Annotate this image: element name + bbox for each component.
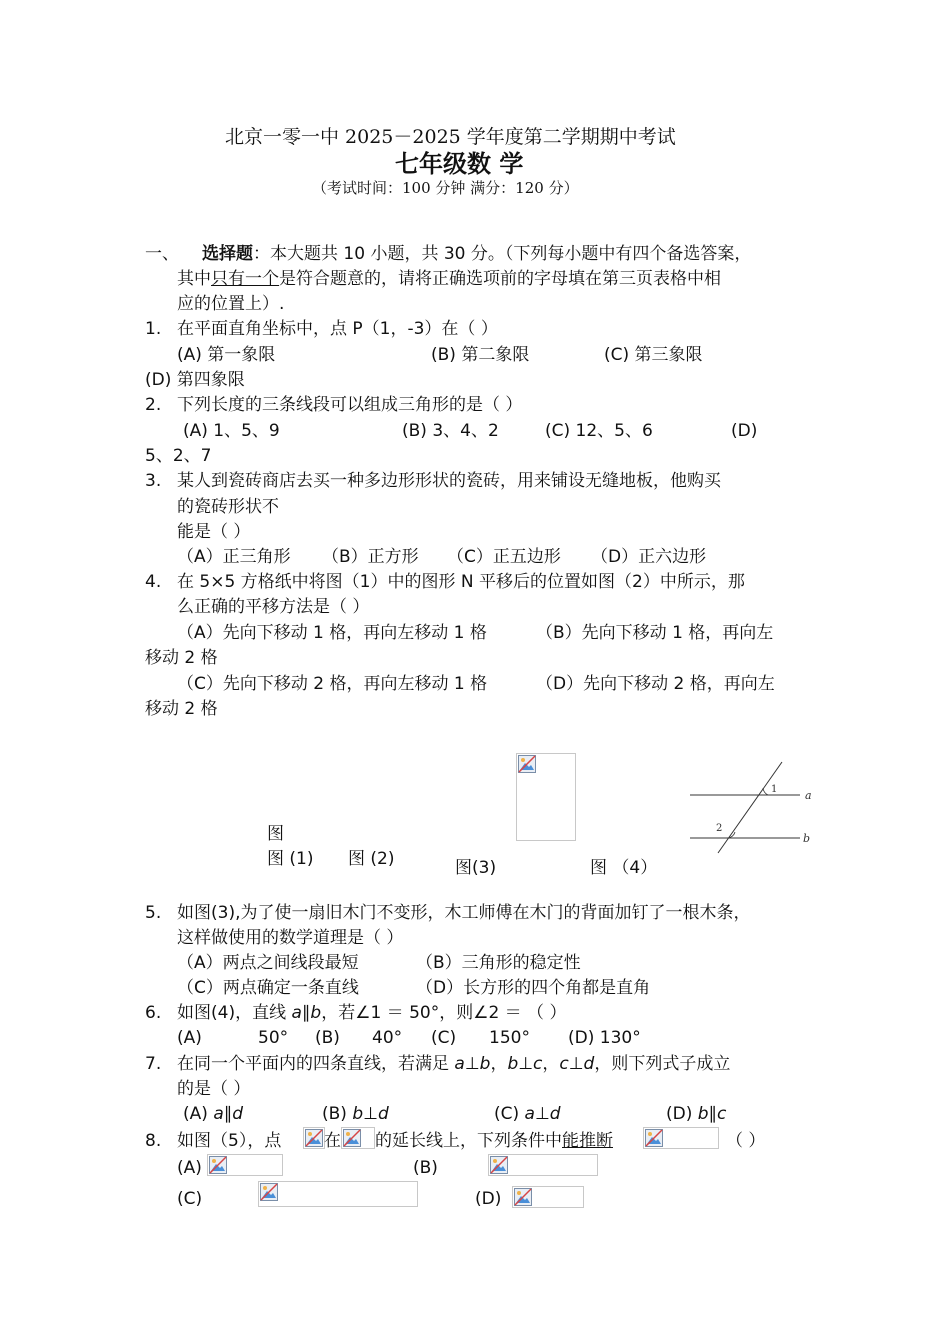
q6-var-b: b: [310, 1003, 322, 1023]
q8-inline-image-1: [303, 1127, 325, 1149]
q8-stem-part-a: 如图（5），点: [177, 1131, 282, 1151]
q3-option-a: （A）正三角形: [177, 547, 291, 567]
q6-number: 6.: [145, 1003, 162, 1023]
q2-option-c: (C) 12、5、6: [545, 421, 653, 441]
q5-stem-line2: 这样做使用的数学道理是（ ）: [177, 928, 404, 948]
q4-option-a: （A）先向下移动 1 格，再向左移动 1 格: [177, 623, 487, 643]
q5-option-b: （B）三角形的稳定性: [416, 953, 581, 973]
broken-image-icon: [343, 1129, 361, 1147]
q7-option-d: [666, 1103, 726, 1125]
q7-option-b-label: (B): [322, 1104, 353, 1124]
broken-image-icon: [518, 755, 536, 773]
q8-answer-paren: （ ）: [726, 1131, 766, 1151]
q3-option-d: （D）正六边形: [591, 547, 707, 567]
q2-stem: 下列长度的三条线段可以组成三角形的是（ ）: [177, 395, 523, 415]
q5-option-d: （D）长方形的四个角都是直角: [416, 978, 651, 998]
q4-option-c: （C）先向下移动 2 格，再向左移动 1 格: [177, 674, 488, 694]
q5-stem-line1: 如图(3),为了使一扇旧木门不变形，木工师傅在木门的背面加钉了一根木条，: [177, 903, 751, 923]
q7-condition-3: c⊥d: [559, 1054, 595, 1074]
q2-option-b: (B) 3、4、2: [402, 421, 499, 441]
q7-stem-post: ，则下列式子成立: [594, 1054, 731, 1074]
q5-number: 5.: [145, 903, 162, 923]
q7-option-c-expr: a⊥d: [524, 1104, 561, 1124]
q2-number: 2.: [145, 395, 162, 415]
transversal-line: [718, 762, 782, 853]
q8-option-b: (B): [413, 1158, 438, 1178]
q8-stem-part-c: [375, 1130, 613, 1152]
q8-stem-part-b: 在: [324, 1131, 341, 1151]
q6-option-a: (A): [177, 1028, 202, 1048]
q4-option-d-cont: 移动 2 格: [145, 699, 218, 719]
q7-option-c-label: (C): [494, 1104, 525, 1124]
q7-option-a-label: (A): [183, 1104, 214, 1124]
q2-option-d-values: 5、2、7: [145, 446, 212, 466]
q3-option-c: （C）正五边形: [447, 547, 561, 567]
section-text-b1: 其中: [177, 269, 211, 289]
figure-2-label: 图 (2): [348, 849, 395, 869]
q1-number: 1.: [145, 319, 162, 339]
figure-label-top: 图: [267, 824, 284, 844]
q7-stem-line2: 的是（ ）: [177, 1079, 251, 1099]
q1-option-c: (C) 第三象限: [604, 345, 703, 365]
q8-stem-c: 的延长线上，下列条件中: [375, 1131, 562, 1151]
q7-option-c: [494, 1103, 561, 1125]
q8-option-a: (A): [177, 1158, 202, 1178]
q3-option-b: （B）正方形: [322, 547, 419, 567]
q3-number: 3.: [145, 471, 162, 491]
q6-option-c-value: 150°: [489, 1028, 530, 1048]
q8-stem-underlined: 能推断: [562, 1131, 613, 1151]
section-heading: 选择题: [202, 244, 253, 264]
q8-option-b-image: [488, 1154, 598, 1176]
q7-option-b: [322, 1103, 389, 1125]
q6-stem-b: ，若∠1 ＝ 50°，则∠2 ＝ （ ）: [321, 1003, 567, 1023]
figure-1-label: 图 (1): [267, 849, 314, 869]
q7-condition-2: b⊥c: [507, 1054, 543, 1074]
q2-option-a: (A) 1、5、9: [183, 421, 280, 441]
q8-number: 8.: [145, 1131, 162, 1151]
broken-image-icon: [260, 1183, 278, 1201]
figure-3-label: 图(3): [455, 858, 497, 878]
figure-3-image: [516, 753, 576, 841]
exam-title: 北京一零一中 2025－2025 学年度第二学期期中考试: [225, 126, 676, 148]
q8-option-d: (D): [475, 1189, 502, 1209]
section-instruction-line3: 应的位置上）.: [177, 294, 285, 314]
q2-option-d: (D): [731, 421, 758, 441]
section-text-underlined: 只有一个: [211, 269, 279, 289]
line-a-label: a: [805, 789, 812, 802]
q6-parallel-symbol: ∥: [301, 1003, 311, 1023]
q6-stem-a: 如图(4)，直线: [177, 1003, 292, 1023]
q7-stem-pre: 在同一个平面内的四条直线，若满足: [177, 1054, 455, 1074]
figure-4-parallel-lines: [688, 758, 818, 856]
q8-inline-image-3: [643, 1127, 719, 1149]
q7-condition-1: a⊥b: [454, 1054, 491, 1074]
section-text-a: ：本大题共 10 小题，共 30 分。（下列每小题中有四个备选答案，: [253, 244, 752, 264]
figure-4-label: 图 （4）: [590, 858, 658, 878]
q6-option-d: (D) 130°: [568, 1028, 641, 1048]
q6-option-b: (B): [315, 1028, 340, 1048]
q7-stem-line1: 在同一个平面内的四条直线，若满足 a⊥b，b⊥c，c⊥d，则下列式子成立: [177, 1054, 731, 1074]
line-b-label: b: [803, 832, 811, 845]
q7-option-d-expr: b∥c: [697, 1104, 727, 1124]
q7-option-a-expr: a∥d: [213, 1104, 244, 1124]
q6-var-a: a: [291, 1003, 302, 1023]
angle-1-arc: [763, 788, 768, 795]
q4-stem-line1: 在 5×5 方格纸中将图（1）中的图形 N 平移后的位置如图（2）中所示，那: [177, 572, 745, 592]
angle-1-label: 1: [771, 784, 778, 795]
section-number: 一、: [145, 244, 179, 264]
q8-option-a-image: [207, 1154, 283, 1176]
q4-option-d: （D）先向下移动 2 格，再向左: [536, 674, 775, 694]
q1-option-d: (D) 第四象限: [145, 370, 245, 390]
q3-stem-line2: 的瓷砖形状不: [177, 497, 279, 517]
q8-option-c-image: [258, 1181, 418, 1207]
q8-inline-image-2: [341, 1127, 375, 1149]
angle-2-label: 2: [716, 823, 723, 834]
broken-image-icon: [490, 1156, 508, 1174]
q7-number: 7.: [145, 1054, 162, 1074]
q8-option-c: (C): [177, 1189, 203, 1209]
q4-number: 4.: [145, 572, 162, 592]
broken-image-icon: [209, 1156, 227, 1174]
broken-image-icon: [645, 1129, 663, 1147]
q7-option-b-expr: b⊥d: [352, 1104, 389, 1124]
q6-option-c: (C): [431, 1028, 457, 1048]
q8-option-d-image: [512, 1186, 584, 1208]
subject-title: 七年级数 学: [395, 149, 524, 178]
q5-option-a: （A）两点之间线段最短: [177, 953, 359, 973]
q4-option-b-cont: 移动 2 格: [145, 648, 218, 668]
q4-option-b: （B）先向下移动 1 格，再向左: [536, 623, 774, 643]
q4-stem-line2: 么正确的平移方法是（ ）: [177, 597, 370, 617]
q5-option-c: （C）两点确定一条直线: [177, 978, 359, 998]
q7-option-d-label: (D): [666, 1104, 698, 1124]
q3-stem-line3: 能是（ ）: [177, 522, 251, 542]
q6-stem: [177, 1002, 566, 1024]
q1-option-a: (A) 第一象限: [177, 345, 276, 365]
q1-option-b: (B) 第二象限: [431, 345, 530, 365]
exam-info: （考试时间：100 分钟 满分：120 分）: [312, 179, 579, 197]
q3-stem-line1: 某人到瓷砖商店去买一种多边形形状的瓷砖，用来铺设无缝地板，他购买: [177, 471, 721, 491]
section-instruction-line1: [202, 243, 751, 265]
q7-option-a: [183, 1103, 243, 1125]
q6-option-b-value: 40°: [372, 1028, 403, 1048]
section-instruction-line2: [177, 268, 721, 290]
q1-stem: 在平面直角坐标中，点 P（1，-3）在（ ）: [177, 319, 498, 339]
section-text-b2: 是符合题意的，请将正确选项前的字母填在第三页表格中相: [279, 269, 721, 289]
q6-option-a-value: 50°: [258, 1028, 289, 1048]
broken-image-icon: [514, 1188, 532, 1206]
broken-image-icon: [305, 1129, 323, 1147]
